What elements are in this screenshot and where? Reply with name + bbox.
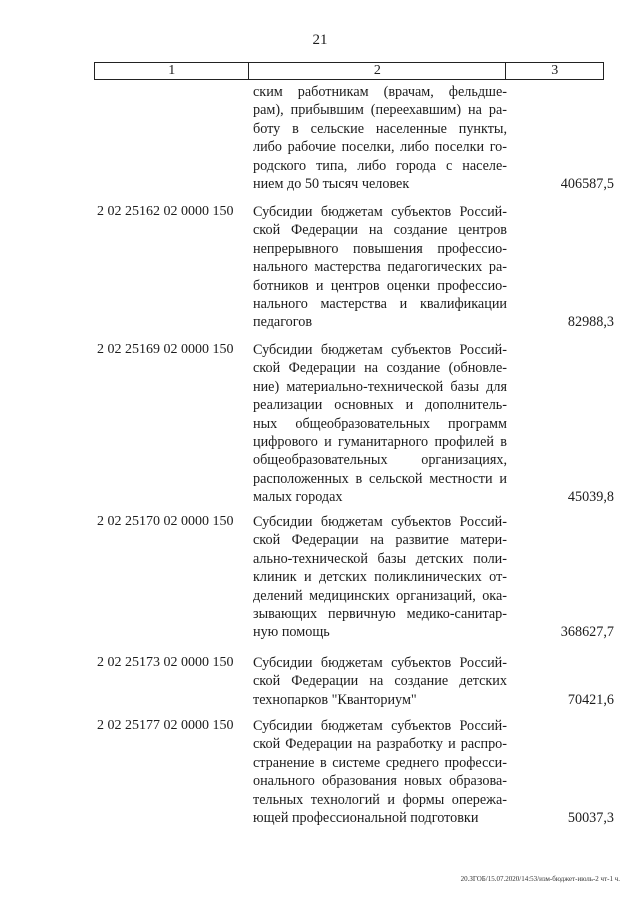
row-description [253,83,507,193]
description-line: общеобразовательных организациях, [253,452,507,469]
document-footer-id: 20.ЗГОБ/15.07.2020/14:53/изм-бюджет-июль-2 чт-1 ч. [460,875,620,883]
description-line: педагогов [253,314,313,331]
row-code: 2 02 25177 02 0000 150 [97,718,234,733]
description-line: тельных технологий и формы опережа- [253,791,507,808]
description-line: ской Федерации на разработку и распро- [253,736,507,753]
row-description [253,203,507,332]
row-amount: 82988,3 [567,314,614,331]
description-line: Субсидии бюджетам субъектов Россий- [253,342,507,358]
description-line: ботников и центров оценки профессио- [253,277,507,294]
description-line: ющей профессиональной подготовки [253,810,479,827]
column-header-1: 1 [95,63,249,79]
description-line: ской Федерации на создание (обновле- [253,360,507,377]
description-line: ную помощь [253,624,330,641]
row-description [253,654,507,709]
description-line: нального мастерства и квалификации [253,296,507,313]
description-line: боту в сельские населенные пункты, [253,120,507,137]
description-line: ние) материально-технической базы для [253,378,507,395]
row-description [253,341,507,507]
description-line: расположенных в сельской местности и [253,470,507,487]
description-line: реализации основных и дополнитель- [253,397,507,414]
row-code: 2 02 25173 02 0000 150 [97,655,234,670]
description-line: зывающих первичную медико-санитар- [253,606,507,623]
row-description [253,513,507,642]
description-line: непрерывного повышения профессио- [253,240,507,257]
description-line: ных общеобразовательных программ [253,415,507,432]
row-amount: 45039,8 [567,489,614,506]
description-line: Субсидии бюджетам субъектов Россий- [253,718,507,734]
description-line: Субсидии бюджетам субъектов Россий- [253,514,507,530]
description-line: либо рабочие поселки, либо поселки го- [253,139,507,156]
description-line: ской Федерации на развитие матери- [253,532,507,549]
description-line: рам), прибывшим (переехавшим) на ра- [253,102,507,119]
description-line: странение в системе среднего професси- [253,754,507,771]
column-header-2: 2 [249,63,506,79]
row-code: 2 02 25170 02 0000 150 [97,514,234,529]
description-line: ально-технической базы детских поли- [253,550,507,567]
description-line: нием до 50 тысяч человек [253,176,410,193]
row-description [253,717,507,827]
description-line: ской Федерации на создание центров [253,222,507,239]
row-amount: 406587,5 [560,176,614,192]
description-line: Субсидии бюджетам субъектов Россий- [253,204,507,220]
row-amount: 368627,7 [560,624,614,641]
description-line: онального образования новых образова- [253,773,507,790]
description-line: Субсидии бюджетам субъектов Россий- [253,655,507,671]
description-line: родского типа, либо города с населе- [253,157,507,174]
description-line: клиник и детских поликлинических от- [253,569,507,586]
description-line: ским работникам (врачам, фельдше- [253,84,507,100]
description-line: делений медицинских организаций, ока- [253,587,507,604]
row-code: 2 02 25162 02 0000 150 [97,204,234,219]
description-line: ской Федерации на создание детских [253,673,507,690]
description-line: нального мастерства педагогических ра- [253,259,507,276]
description-line: технопарков "Кванториум" [253,691,417,708]
row-amount: 70421,6 [567,691,614,708]
table-header [94,62,604,80]
description-line: цифрового и гуманитарного профилей в [253,434,507,451]
description-line: малых городах [253,489,343,506]
page-number: 21 [312,32,328,48]
row-amount: 50037,3 [567,810,614,826]
row-code: 2 02 25169 02 0000 150 [97,342,234,357]
column-header-3: 3 [551,63,559,78]
